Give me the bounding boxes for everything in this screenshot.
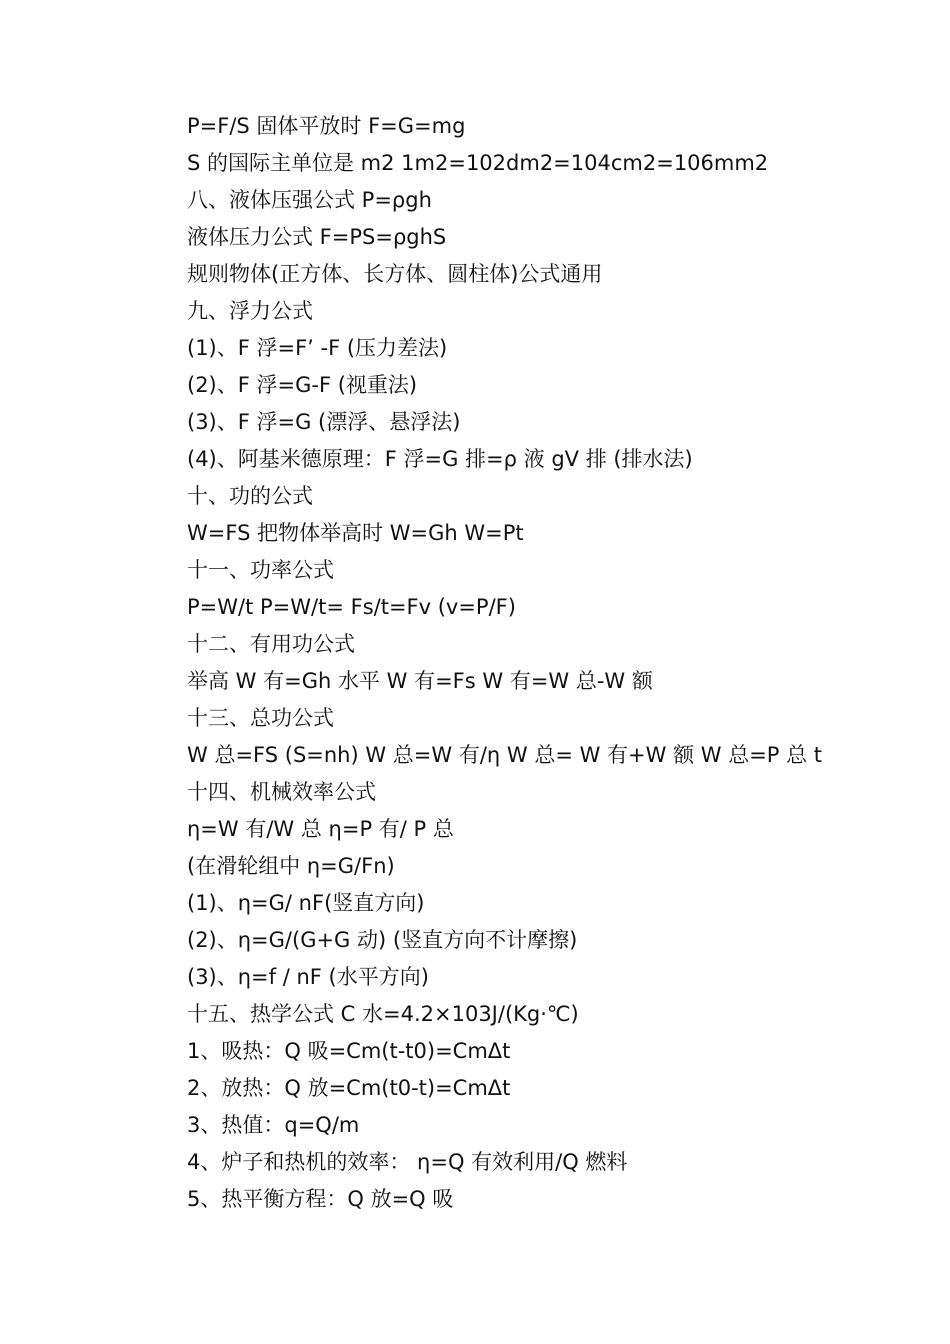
text-line: (1)、F 浮=F’ -F (压力差法)	[187, 336, 448, 360]
text-line: (1)、η=G/ nF(竖直方向)	[187, 891, 425, 915]
section-heading: 八、液体压强公式 P=ρgh	[187, 188, 432, 212]
section-heading: 十三、总功公式	[187, 706, 334, 730]
text-line: (4)、阿基米德原理：F 浮=G 排=ρ 液 gV 排 (排水法)	[187, 447, 693, 471]
text-line: P=F/S 固体平放时 F=G=mg	[187, 114, 466, 138]
section-heading: 十一、功率公式	[187, 558, 334, 582]
text-line: W 总=FS (S=nh) W 总=W 有/η W 总= W 有+W 额 W 总=P 总 t	[187, 743, 823, 767]
text-line: (2)、η=G/(G+G 动) (竖直方向不计摩擦)	[187, 928, 578, 952]
text-line: 1、吸热：Q 吸=Cm(t-t0)=CmΔt	[187, 1039, 511, 1063]
text-line: P=W/t P=W/t= Fs/t=Fv (v=P/F)	[187, 595, 516, 619]
text-line: S 的国际主单位是 m2 1m2=102dm2=104cm2=106mm2	[187, 151, 769, 175]
section-heading: 九、浮力公式	[187, 299, 313, 323]
text-line: 2、放热：Q 放=Cm(t0-t)=CmΔt	[187, 1076, 511, 1100]
text-line: 液体压力公式 F=PS=ρghS	[187, 225, 447, 249]
section-heading: 十四、机械效率公式	[187, 780, 376, 804]
formula-list	[187, 108, 887, 1218]
text-line: (3)、F 浮=G (漂浮、悬浮法)	[187, 410, 461, 434]
text-line: 规则物体(正方体、长方体、圆柱体)公式通用	[187, 262, 603, 286]
text-line: 5、热平衡方程：Q 放=Q 吸	[187, 1187, 454, 1211]
text-line: 4、炉子和热机的效率： η=Q 有效利用/Q 燃料	[187, 1150, 628, 1174]
text-line: 举高 W 有=Gh 水平 W 有=Fs W 有=W 总-W 额	[187, 669, 653, 693]
text-line: W=FS 把物体举高时 W=Gh W=Pt	[187, 521, 524, 545]
section-heading: 十、功的公式	[187, 484, 313, 508]
section-heading: 十二、有用功公式	[187, 632, 355, 656]
text-line: (2)、F 浮=G-F (视重法)	[187, 373, 418, 397]
text-line: (在滑轮组中 η=G/Fn)	[187, 854, 395, 878]
text-line: η=W 有/W 总 η=P 有/ P 总	[187, 817, 454, 841]
text-line: 3、热值：q=Q/m	[187, 1113, 360, 1137]
section-heading: 十五、热学公式 C 水=4.2×103J/(Kg·℃)	[187, 1002, 579, 1026]
text-line: (3)、η=f / nF (水平方向)	[187, 965, 429, 989]
